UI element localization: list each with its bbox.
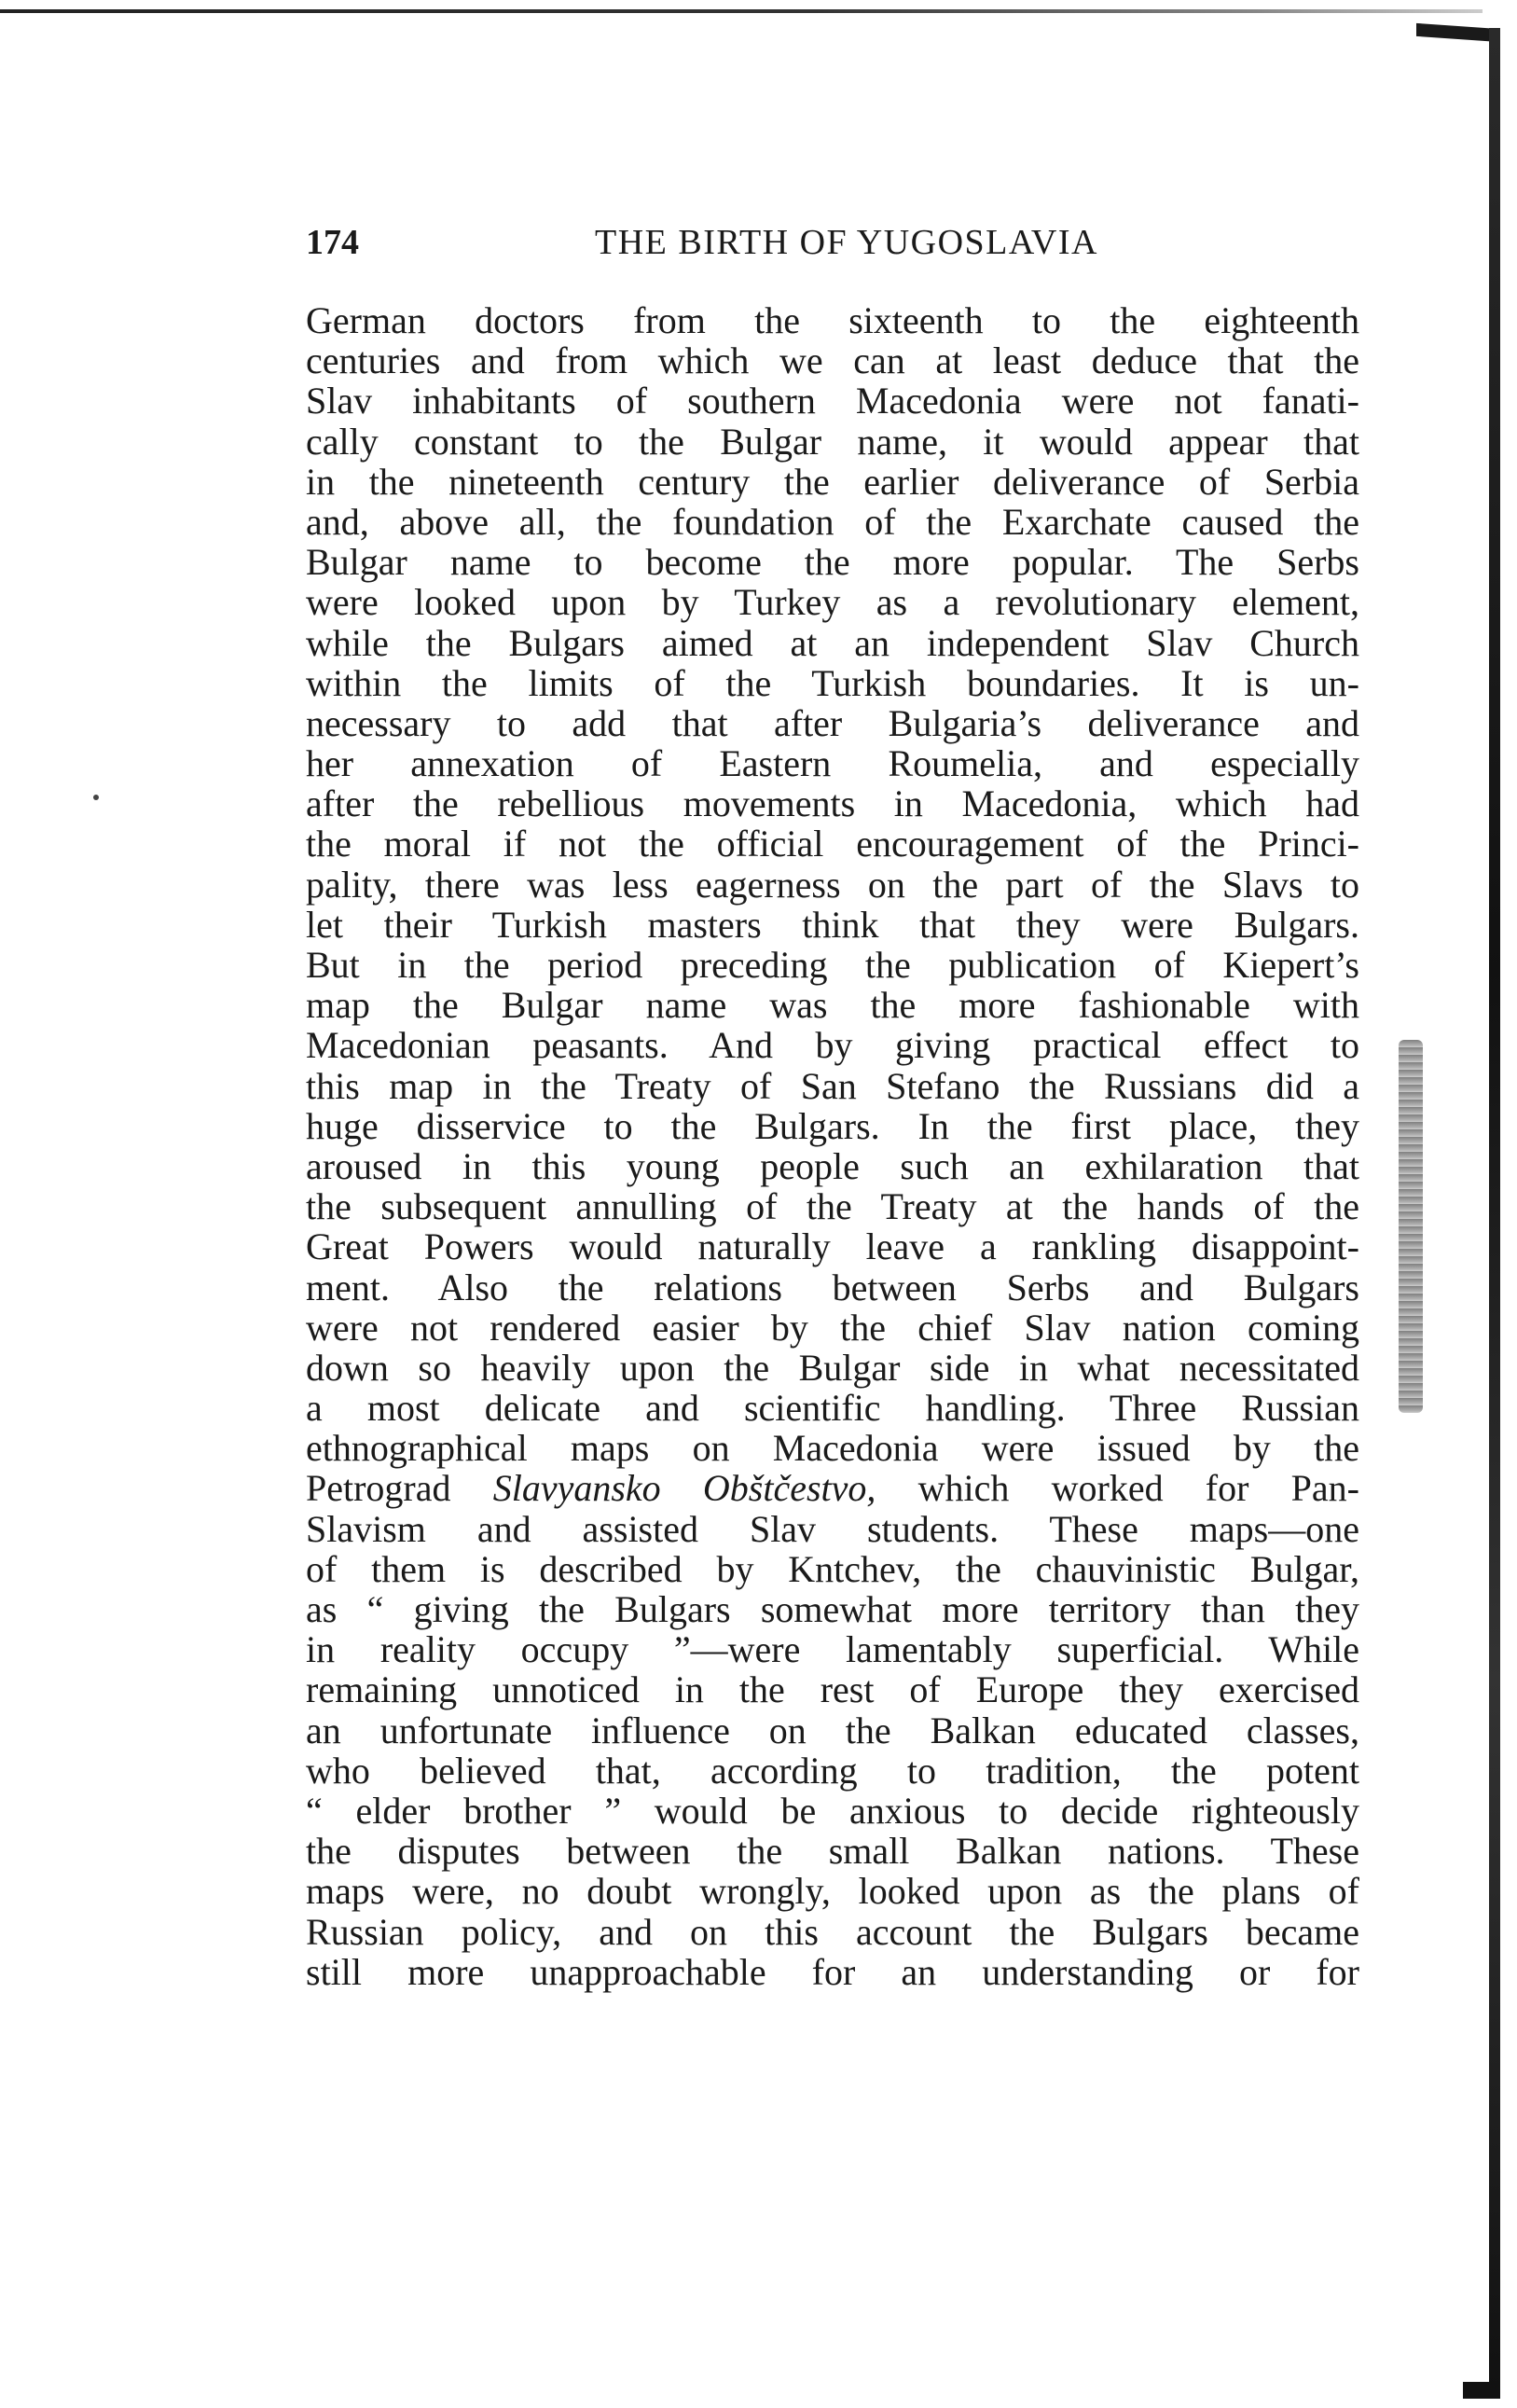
text-segment: which worked for Pan- [876, 1467, 1359, 1510]
text-line: down so heavily upon the Bulgar side in what necessitated [306, 1346, 1359, 1389]
text-line: who believed that, according to tradition, the potent [306, 1749, 1359, 1792]
right-binding-edge [1489, 28, 1500, 2387]
text-line: remaining unnoticed in the rest of Europe they exercised [306, 1668, 1359, 1711]
text-line: ment. Also the relations between Serbs and Bulgars [306, 1266, 1359, 1308]
text-line: huge disservice to the Bulgars. In the first place, they [306, 1104, 1359, 1147]
text-line: ethnographical maps on Macedonia were issued by the [306, 1427, 1359, 1470]
text-line: Great Powers would naturally leave a rankling disappoint- [306, 1225, 1359, 1268]
text-line: Slav inhabitants of southern Macedonia were not fanati- [306, 380, 1359, 422]
text-line: Bulgar name to become the more popular. The Serbs [306, 541, 1359, 584]
text-line: were not rendered easier by the chief Slav nation coming [306, 1306, 1359, 1349]
right-edge-cap [1416, 23, 1500, 42]
text-line: the subsequent annulling of the Treaty at the hands of the [306, 1185, 1359, 1228]
text-line: German doctors from the sixteenth to the eighteenth [306, 299, 1359, 341]
text-line: an unfortunate influence on the Balkan educated classes, [306, 1709, 1359, 1751]
text-line: a most delicate and scientific handling. Three Russian [306, 1387, 1359, 1430]
text-line: maps were, no doubt wrongly, looked upon as the plans of [306, 1870, 1359, 1913]
text-line: while the Bulgars aimed at an independent Slav Church [306, 621, 1359, 664]
text-line: Russian policy, and on this account the Bulgars became [306, 1910, 1359, 1953]
right-edge-foot [1463, 2382, 1500, 2399]
body-text [306, 300, 1359, 1992]
text-line: this map in the Treaty of San Stefano the Russians did a [306, 1064, 1359, 1107]
running-header [306, 222, 1369, 269]
text-line: necessary to add that after Bulgaria’s deliverance and [306, 701, 1359, 744]
margin-dot [93, 795, 99, 800]
ink-bleed-mark [1399, 1040, 1423, 1413]
text-line: cally constant to the Bulgar name, it would appear that [306, 420, 1359, 463]
text-line: But in the period preceding the publication of Kiepert’s [306, 944, 1359, 986]
running-title: THE BIRTH OF YUGOSLAVIA [595, 223, 1098, 262]
text-line: her annexation of Eastern Roumelia, and especially [306, 742, 1359, 785]
text-line: aroused in this young people such an exhilaration that [306, 1144, 1359, 1187]
text-line: were looked upon by Turkey as a revolutionary element, [306, 581, 1359, 624]
text-line: as “ giving the Bulgars somewhat more territory than they [306, 1588, 1359, 1630]
text-line: after the rebellious movements in Macedonia, which had [306, 782, 1359, 825]
text-line-with-italic [306, 1468, 1359, 1508]
text-line: pality, there was less eagerness on the part of the Slavs to [306, 863, 1359, 906]
text-line: let their Turkish masters think that they were Bulgars. [306, 903, 1359, 946]
text-line: in reality occupy ”—were lamentably superficial. While [306, 1628, 1359, 1671]
text-line: within the limits of the Turkish boundaries. It is un- [306, 661, 1359, 704]
text-line: Slavism and assisted Slav students. These maps—one [306, 1507, 1359, 1550]
text-line: in the nineteenth century the earlier deliverance of Serbia [306, 460, 1359, 503]
text-line: “ elder brother ” would be anxious to decide righteously [306, 1789, 1359, 1832]
text-line: the disputes between the small Balkan nations. These [306, 1830, 1359, 1873]
text-segment: Petrograd [306, 1467, 493, 1510]
text-line: map the Bulgar name was the more fashionable with [306, 984, 1359, 1027]
text-line: Macedonian peasants. And by giving practical effect to [306, 1024, 1359, 1067]
top-edge-rule [0, 9, 1483, 13]
italic-society-name: Slavyansko Obštčestvo, [492, 1467, 876, 1510]
text-line: and, above all, the foundation of the Exarchate caused the [306, 500, 1359, 543]
text-line: centuries and from which we can at least deduce that the [306, 339, 1359, 382]
text-line: still more unapproachable for an understanding or for [306, 1950, 1359, 1993]
page-number: 174 [306, 223, 359, 262]
text-line: of them is described by Kntchev, the chauvinistic Bulgar, [306, 1547, 1359, 1590]
text-line: the moral if not the official encouragement of the Princi- [306, 823, 1359, 865]
